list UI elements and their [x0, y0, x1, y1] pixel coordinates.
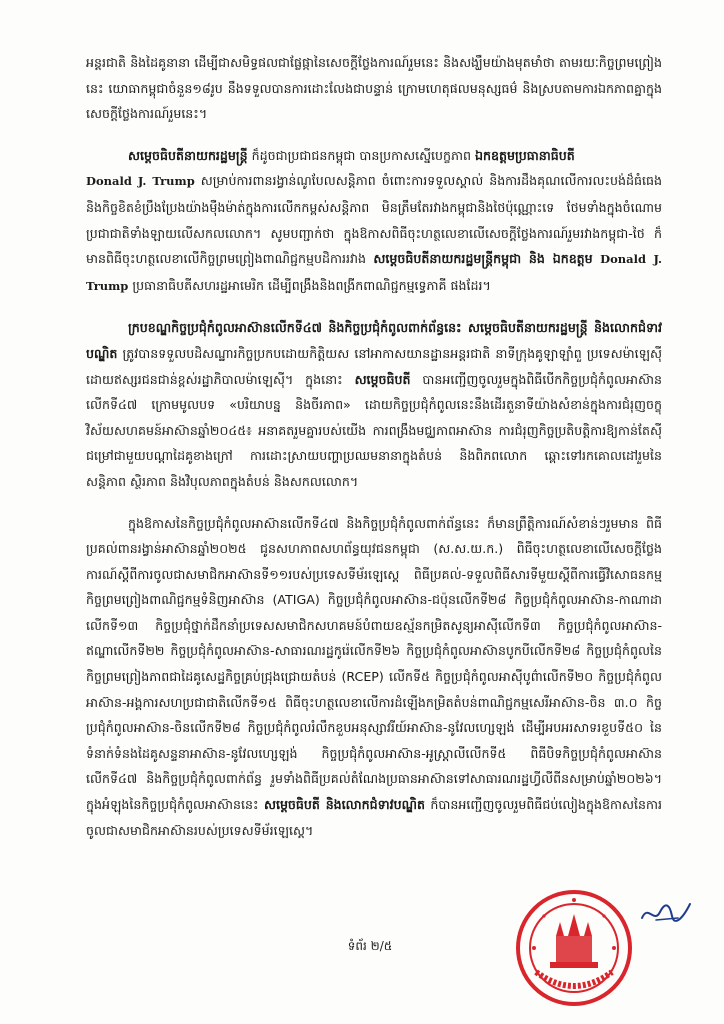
paragraph-4-text-b: ក៏បានអញ្ជើញចូលរួមពិធីជប់លៀងក្នុងឱកាសនៃការចូលជាសមាជិកអាស៊ានរបស់ប្រទេសទីម័រឡេស្តេ។ — [86, 797, 662, 838]
samdech-thipadei: សម្តេចធិបតី — [354, 371, 411, 387]
prime-minister-title: សម្តេចធិបតីនាយករដ្ឋមន្ត្រី — [128, 147, 248, 163]
paragraph-3-text-b: បានអញ្ជើញចូលរួមក្នុងពិធីបើកកិច្ចប្រជុំកំពូលអាស៊ានលើកទី៤៧ ក្រោមមូលបទ «បរិយាបន្ន និងចីរភាព» ដោយកិច្ចប្រជុំកំពូលនេះនឹងដើរតួនាទីយ៉ាងសំខាន់ក្នុងការជំរុញចក្ខុវិស័យសហគមន៍អាស៊ានឆ្នាំ២០៤៥៖ អនាគតរួមគ្នារបស់យើង ការពង្រឹងមជ្ឈភាពអាស៊ាន ការជំរុញកិច្ចប្រតិបត្តិការឱ្យកាន់តែស៊ីជម្រៅជាមួយបណ្តាដៃគូខាងក្រៅ ការដោះស្រាយបញ្ហាប្រឈមនានាក្នុងតំបន់ និងពិភពលោក ឆ្ពោះទៅរកគោលដៅរួមនៃសន្តិភាព ស្ថិរភាព និងវិបុលភាពក្នុងតំបន់ និងសកលលោក។ — [86, 371, 662, 489]
paragraph-4 — [86, 511, 662, 844]
paragraph-1-text: អន្តរជាតិ និងដៃគូនានា ដើម្បីជាសមិទ្ធផលជាផ្លែផ្កានៃសេចក្តីថ្លែងការណ៍រួមនេះ និងសង្ឃឹមយ៉ាងមុតមាំថា តាមរយៈកិច្ចព្រមព្រៀងនេះ យោធាកម្ពុជាចំនួន១៨រូប នឹងទទួលបានការដោះលែងជាបន្ទាន់ ក្រោមហេតុផលមនុស្សធម៌ និងស្របតាមការឯកភាពគ្នាក្នុងសេចក្តីថ្លែងការណ៍រួមនេះ។ — [86, 55, 662, 122]
samdech-and-lok-chumteav: សម្តេចធិបតី និងលោកជំទាវបណ្ឌិត — [263, 797, 426, 813]
prime-minister-cambodia: សម្តេចធិបតីនាយករដ្ឋមន្ត្រីកម្ពុជា និង ឯកឧត្តម — [373, 251, 593, 267]
president-title: ឯកឧត្តមប្រធានាធិបតី — [475, 147, 575, 163]
document-body — [86, 50, 662, 859]
official-seal-stamp — [514, 888, 634, 1008]
paragraph-4-text-a: ក្នុងឱកាសនៃកិច្ចប្រជុំកំពូលអាស៊ានលើកទី៤៧ និងកិច្ចប្រជុំកំពូលពាក់ព័ន្ធនេះ ក៏មានព្រឹត្តិការណ៍សំខាន់ៗរួមមាន ពិធីប្រគល់ពានរង្វាន់អាស៊ានឆ្នាំ២០២៥ ជូនសហភាពសហព័ន្ធយុវជនកម្ពុជា (ស.ស.យ.ក.) ពិធីចុះហត្ថលេខាលើសេចក្តីថ្លែងការណ៍ស្តីពីការចូលជាសមាជិកអាស៊ានទី១១របស់ប្រទេសទីម័រឡេស្តេ ពិធីប្រគល់-ទទួលពិធីសារទីមួយស្តីពីការធ្វើវិសោធនកម្មកិច្ចព្រមព្រៀងពាណិជ្ជកម្មទំនិញអាស៊ាន (ATIGA) កិច្ចប្រជុំកំពូលអាស៊ាន-ជប៉ុនលើកទី២៨ កិច្ចប្រជុំកំពូលអាស៊ាន-កាណាដាលើកទី១៣ កិច្ចប្រជុំថ្នាក់ដឹកនាំប្រទេសសមាជិកសហគមន៍បំពាយឧស្ម័នកម្រិតសូន្យអាស៊ីលើកទី៣ កិច្ចប្រជុំកំពូលអាស៊ាន-ឥណ្ឌាលើកទី២២ កិច្ចប្រជុំកំពូលអាស៊ាន-សាធារណរដ្ឋកូរ៉េលើកទី២៦ កិច្ចប្រជុំកំពូលអាស៊ានបូកបីលើកទី២៨ កិច្ចប្រជុំកំពូលនៃកិច្ចព្រមព្រៀងភាពជាដៃគូសេដ្ឋកិច្ចគ្រប់ជ្រុងជ្រោយតំបន់ (RCEP) លើកទី៥ កិច្ចប្រជុំកំពូលអាស៊ីបូព៌ាលើកទី២០ កិច្ចប្រជុំកំពូលអាស៊ាន-អង្គការសហប្រជាជាតិលើកទី១៥ ពិធីចុះហត្ថលេខាលើការដំឡើងកម្រិតតំបន់ពាណិជ្ជកម្មសេរីអាស៊ាន-ចិន ៣.០ កិច្ចប្រជុំកំពូលអាស៊ាន-ចិនលើកទី២៨ កិច្ចប្រជុំកំពូលរំលឹកខួបអនុស្សាវរីយ៍អាស៊ាន-នូវែលហ្សេឡង់ ដើម្បីអបអរសាទរខួបទី៥០ នៃទំនាក់ទំនងដៃគូសន្ទនាអាស៊ាន-នូវែលហ្សេឡង់ កិច្ចប្រជុំកំពូលអាស៊ាន-អូស្ត្រាលីលើកទី៥ ពិធីបិទកិច្ចប្រជុំកំពូលអាស៊ានលើកទី៤៧ និងកិច្ចប្រជុំកំពូលពាក់ព័ន្ធ រួមទាំងពិធីប្រគល់តំណែងប្រធានអាស៊ានទៅសាធារណរដ្ឋហ្វីលីពីនសម្រាប់ឆ្នាំ២០២៦។ ក្នុងអំឡុងនៃកិច្ចប្រជុំកំពូលអាស៊ាននេះ — [86, 515, 662, 813]
trump-name-2: Donald J. Trump — [86, 252, 663, 293]
paragraph-1 — [86, 50, 662, 127]
paragraph-3-text-a: ត្រូវបានទទួលបដិសណ្ឋារកិច្ចប្រកបដោយកិត្តិយស នៅអាកាសយានដ្ឋានអន្តរជាតិ នាទីក្រុងគូឡាឡាំពួ ប្រទេសម៉ាឡេស៊ី ដោយឥស្សរជនជាន់ខ្ពស់រដ្ឋាភិបាលម៉ាឡេស៊ី។ ក្នុងនោះ — [86, 345, 662, 387]
page-number: ទំព័រ ២/៥ — [347, 939, 393, 953]
paragraph-3 — [86, 315, 662, 494]
paragraph-3-lead: ក្របខណ្ឌកិច្ចប្រជុំកំពូលអាស៊ានលើកទី៤៧ និងកិច្ចប្រជុំកំពូលពាក់ព័ន្ធនេះ សម្តេចធិបតីនាយករដ្ឋមន្ត្រី និងលោកជំទាវបណ្ឌិត — [86, 320, 662, 361]
signature-mark — [638, 898, 694, 926]
paragraph-2-text-a: ក៏ដូចជាប្រជាជនកម្ពុជា បានប្រកាសស្នើបេក្ខភាព — [247, 147, 476, 163]
paragraph-2-text-c: ប្រធានាធិបតីសហរដ្ឋអាមេរិក ដើម្បីពង្រឹងនិងពង្រីកពាណិជ្ជកម្មទ្វេភាគី ផងដែរ។ — [128, 277, 491, 293]
trump-name: Donald J. Trump — [86, 174, 195, 189]
paragraph-2-text-b: សម្រាប់ការពានរង្វាន់ណូបែលសន្តិភាព ចំពោះការទទួលស្គាល់ និងការដឹងគុណលើការលះបង់ដ៏ធំធេង និងកិច្ចខិតខំប្រឹងប្រែងយ៉ាងម៉ឺងម៉ាត់ក្នុងការលើកកម្ពស់សន្តិភាព មិនត្រឹមតែរវាងកម្ពុជានិងថៃប៉ុណ្ណោះទេ ថែមទាំងក្នុងចំណោមប្រជាជាតិទាំងឡាយលើសកលលោក។ សូមបញ្ជាក់ថា ក្នុងឱកាសពិធីចុះហត្ថលេខាលើសេចក្តីថ្លែងការណ៍រួមរវាងកម្ពុជា-ថៃ ក៏មានពិធីចុះហត្ថលេខាលើកិច្ចព្រមព្រៀងពាណិជ្ជកម្មបដិការរវាង — [86, 173, 662, 267]
paragraph-2 — [86, 143, 662, 300]
